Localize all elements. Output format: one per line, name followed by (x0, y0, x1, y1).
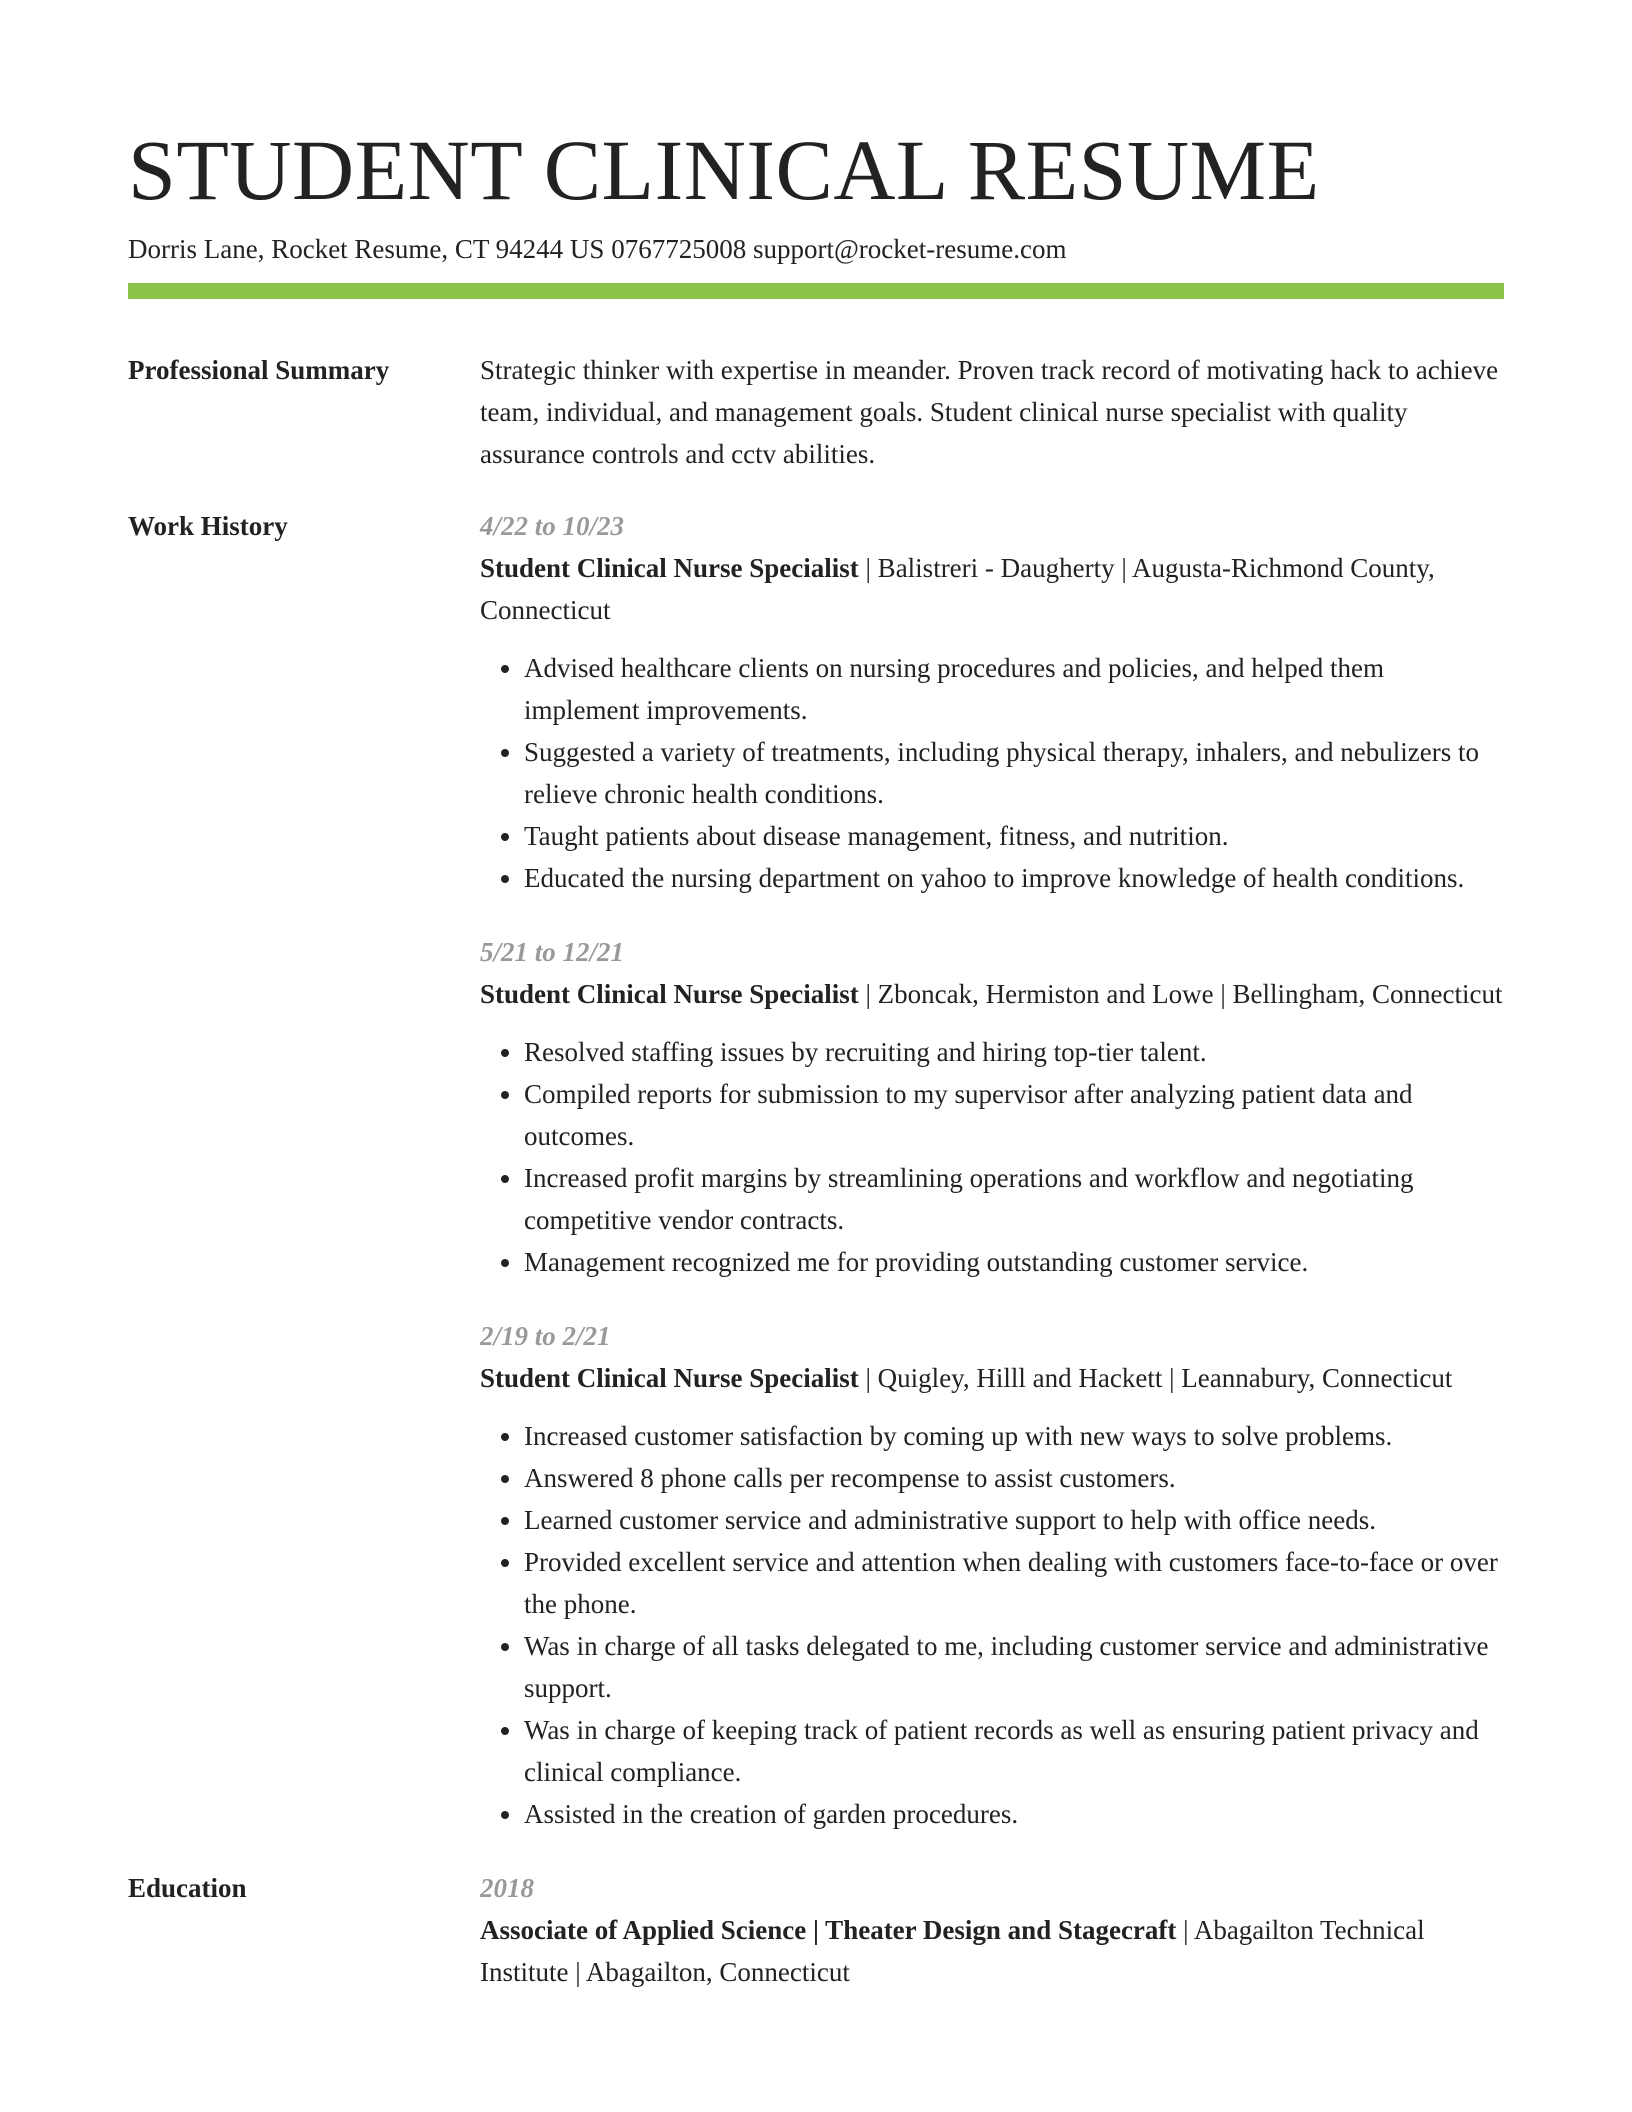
bullet-item: • Suggested a variety of treatments, including physical therapy, inhalers, and nebulizers to relieve chronic health conditions. (524, 731, 1504, 815)
job-title: Student Clinical Nurse Specialist (480, 1363, 859, 1393)
contact-line: Dorris Lane, Rocket Resume, CT 94244 US 0767725008 support@rocket-resume.com (128, 234, 1067, 264)
bullet-item: • Compiled reports for submission to my supervisor after analyzing patient data and outcomes. (524, 1073, 1504, 1157)
education-section (128, 1867, 1504, 1993)
bullet-item: • Resolved staffing issues by recruiting and hiring top-tier talent. (524, 1031, 1504, 1073)
education-body (480, 1867, 1504, 1993)
resume-title: STUDENT CLINICAL RESUME (128, 122, 1320, 218)
job-dates: 2/19 to 2/21 (480, 1321, 611, 1351)
header-divider (128, 283, 1504, 299)
job-details: | Zboncak, Hermiston and Lowe | Bellingham, Connecticut (858, 979, 1503, 1009)
job-bullets (480, 1031, 1504, 1283)
job-heading (480, 973, 1504, 1015)
education-degree: Associate of Applied Science | Theater Design and Stagecraft (480, 1915, 1177, 1945)
work-history-body (480, 505, 1504, 1835)
bullet-item: • Was in charge of all tasks delegated to me, including customer service and administrative support. (524, 1625, 1504, 1709)
job-details: | Quigley, Hilll and Hackett | Leannabury, Connecticut (858, 1363, 1453, 1393)
bullet-item: • Was in charge of keeping track of patient records as well as ensuring patient privacy and clinical compliance. (524, 1709, 1504, 1793)
bullet-item: • Increased customer satisfaction by coming up with new ways to solve problems. (524, 1415, 1504, 1457)
education-details: | Abagailton Technical Institute | Abagailton, Connecticut (480, 1915, 1425, 1987)
bullet-item: • Learned customer service and administrative support to help with office needs. (524, 1499, 1504, 1541)
job-details: | Balistreri - Daugherty | Augusta-Richmond County, Connecticut (480, 553, 1435, 625)
education-heading (480, 1909, 1504, 1993)
job-heading (480, 547, 1504, 631)
section-label-education: Education (128, 1873, 247, 1903)
job-entry (480, 931, 1504, 1283)
bullet-item: • Taught patients about disease management, fitness, and nutrition. (524, 815, 1504, 857)
bullet-item: • Answered 8 phone calls per recompense to assist customers. (524, 1457, 1504, 1499)
bullet-item: • Management recognized me for providing outstanding customer service. (524, 1241, 1504, 1283)
job-entry (480, 1315, 1504, 1835)
job-title: Student Clinical Nurse Specialist (480, 979, 859, 1009)
bullet-item: • Advised healthcare clients on nursing procedures and policies, and helped them implement improvements. (524, 647, 1504, 731)
section-label-summary: Professional Summary (128, 355, 390, 385)
job-bullets (480, 1415, 1504, 1835)
education-year: 2018 (480, 1873, 534, 1903)
job-dates: 5/21 to 12/21 (480, 937, 625, 967)
job-bullets (480, 647, 1504, 899)
section-label-work-history: Work History (128, 511, 288, 541)
job-heading (480, 1357, 1504, 1399)
job-entry (480, 505, 1504, 899)
bullet-item: • Assisted in the creation of garden procedures. (524, 1793, 1504, 1835)
summary-text: Strategic thinker with expertise in meander. Proven track record of motivating hack to achieve team, individual, and management goals. Student clinical nurse specialist with quality assurance controls and cctv abilities. (480, 355, 1499, 469)
resume-page (128, 0, 1504, 1993)
bullet-item: • Increased profit margins by streamlining operations and workflow and negotiating competitive vendor contracts. (524, 1157, 1504, 1241)
bullet-item: • Provided excellent service and attention when dealing with customers face-to-face or over the phone. (524, 1541, 1504, 1625)
work-history-section (128, 505, 1504, 1835)
job-title: Student Clinical Nurse Specialist (480, 553, 859, 583)
job-dates: 4/22 to 10/23 (480, 511, 625, 541)
bullet-item: • Educated the nursing department on yahoo to improve knowledge of health conditions. (524, 857, 1504, 899)
summary-section (128, 349, 1504, 475)
